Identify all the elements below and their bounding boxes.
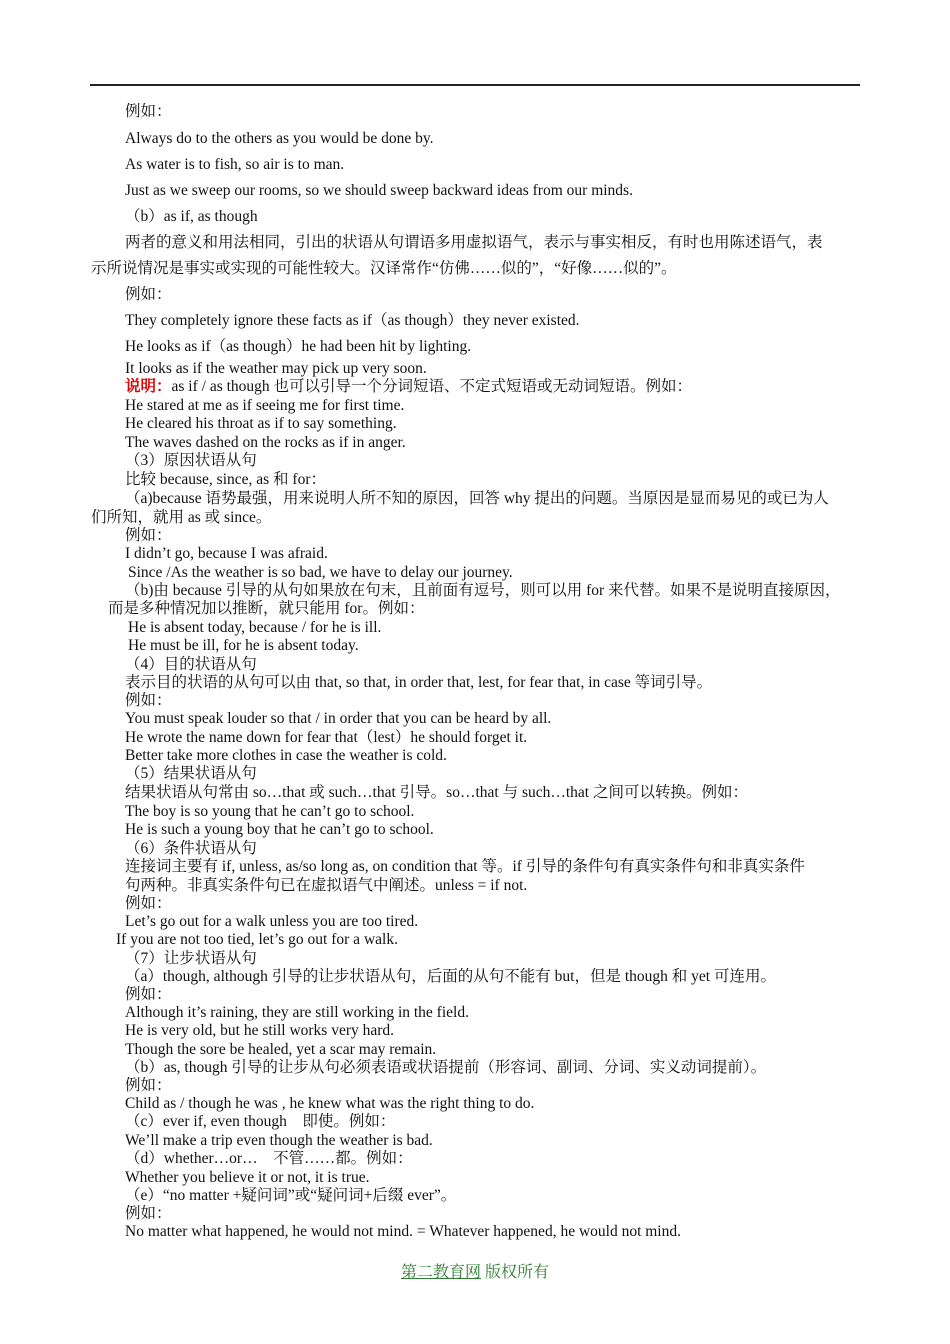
text-line: Let’s go out for a walk unless you are too tired. (125, 913, 419, 930)
text-line: （b)由 because 引导的从句如果放在句末，且前面有逗号，则可以用 for 来代替。如果不是说明直接原因， (125, 582, 841, 599)
text-line: 结果状语从句常由 so…that 或 such…that 引导。so…that 与 such…that 之间可以转换。例如： (125, 784, 748, 801)
text-line: 表示目的状语的从句可以由 that, so that, in order that, lest, for fear that, in case 等词引导。 (125, 674, 713, 691)
text-line: He is very old, but he still works very hard. (125, 1022, 395, 1039)
text-line: Child as / though he was , he knew what was the right thing to do. (125, 1095, 535, 1112)
text-line: 而是多种情况加以推断，就只能用 for。例如： (108, 600, 425, 617)
text-line: 例如： (125, 986, 172, 1003)
text-line: 例如： (125, 1205, 172, 1222)
footer (0, 1259, 950, 1282)
text-line: 连接词主要有 if, unless, as/so long as, on condition that 等。if 引导的条件句有真实条件句和非真实条件 (125, 858, 805, 875)
text-line: No matter what happened, he would not mind. = Whatever happened, he would not mind. (125, 1223, 681, 1240)
text-line: He cleared his throat as if to say something. (125, 415, 397, 432)
header-rule (90, 84, 860, 86)
text-line: We’ll make a trip even though the weather is bad. (125, 1132, 433, 1149)
text-line: （b）as, though 引导的让步从句必须表语或状语提前（形容词、副词、分词、实义动词提前）。 (125, 1059, 767, 1076)
footer-copyright-text: 版权所有 (481, 1264, 550, 1281)
text-line: 例如： (125, 286, 172, 303)
text-line: If you are not too tied, let’s go out for a walk. (116, 931, 398, 948)
text-line: Whether you believe it or not, it is true. (125, 1169, 370, 1186)
text-line: Although it’s raining, they are still working in the field. (125, 1004, 469, 1021)
section-heading: （7）让步状语从句 (125, 950, 257, 967)
text-line: The waves dashed on the rocks as if in anger. (125, 434, 406, 451)
text-line: Just as we sweep our rooms, so we should sweep backward ideas from our minds. (125, 182, 633, 199)
text-line: He is absent today, because / for he is ill. (128, 619, 382, 636)
section-heading: （5）结果状语从句 (125, 765, 257, 782)
text-line: 两者的意义和用法相同，引出的状语从句谓语多用虚拟语气，表示与事实相反，有时也用陈述语气，表 (125, 234, 823, 251)
text-line: Though the sore be healed, yet a scar may remain. (125, 1041, 437, 1058)
text-line: He must be ill, for he is absent today. (128, 637, 359, 654)
footer-site-link[interactable]: 第二教育网 (400, 1264, 481, 1281)
text-line: 例如： (125, 1077, 172, 1094)
text-line: 例如： (125, 527, 172, 544)
text-line: （c）ever if, even though 即使。例如： (125, 1113, 396, 1130)
section-heading: （3）原因状语从句 (125, 452, 257, 469)
text-line: He looks as if（as though）he had been hit by lighting. (125, 338, 472, 355)
text-line: 示所说情况是事实或实现的可能性较大。汉译常作“仿佛……似的”，“好像……似的”。 (91, 260, 677, 277)
text-line: He wrote the name down for fear that（lest）he should forget it. (125, 729, 528, 746)
note-line (125, 378, 692, 396)
text-line: （e）“no matter +疑问词”或“疑问词+后缀 ever”。 (125, 1187, 457, 1204)
text-line: （d）whether…or… 不管……都。例如： (125, 1150, 413, 1167)
text-line: The boy is so young that he can’t go to school. (125, 803, 415, 820)
text-line: 例如： (125, 103, 172, 120)
text-line: He is such a young boy that he can’t go to school. (125, 821, 434, 838)
text-line: （b）as if, as though (125, 208, 258, 225)
text-line: 句两种。非真实条件句已在虚拟语气中阐述。unless = if not. (125, 877, 528, 894)
text-line: He stared at me as if seeing me for first time. (125, 397, 405, 414)
text-line: As water is to fish, so air is to man. (125, 156, 345, 173)
text-line: Since /As the weather is so bad, we have to delay our journey. (128, 564, 513, 581)
text-line: Always do to the others as you would be done by. (125, 130, 434, 147)
note-text: as if / as though 也可以引导一个分词短语、不定式短语或无动词短语。例如： (171, 378, 693, 395)
text-line: It looks as if the weather may pick up very soon. (125, 360, 427, 377)
text-line: 例如： (125, 692, 172, 709)
text-line: You must speak louder so that / in order that you can be heard by all. (125, 710, 552, 727)
text-line: （a）though, although 引导的让步状语从句，后面的从句不能有 but，但是 though 和 yet 可连用。 (125, 968, 776, 985)
text-line: （a)because 语势最强，用来说明人所不知的原因，回答 why 提出的问题。当原因是显而易见的或已为人 (125, 490, 829, 507)
section-heading: （4）目的状语从句 (125, 656, 257, 673)
text-line: 例如： (125, 895, 172, 912)
note-label: 说明： (125, 378, 172, 395)
text-line: They completely ignore these facts as if（as though）they never existed. (125, 312, 580, 329)
text-line: I didn’t go, because I was afraid. (125, 545, 328, 562)
text-line: 比较 because, since, as 和 for： (125, 471, 327, 488)
text-line: Better take more clothes in case the weather is cold. (125, 747, 447, 764)
section-heading: （6）条件状语从句 (125, 840, 257, 857)
text-line: 们所知，就用 as 或 since。 (91, 509, 272, 526)
